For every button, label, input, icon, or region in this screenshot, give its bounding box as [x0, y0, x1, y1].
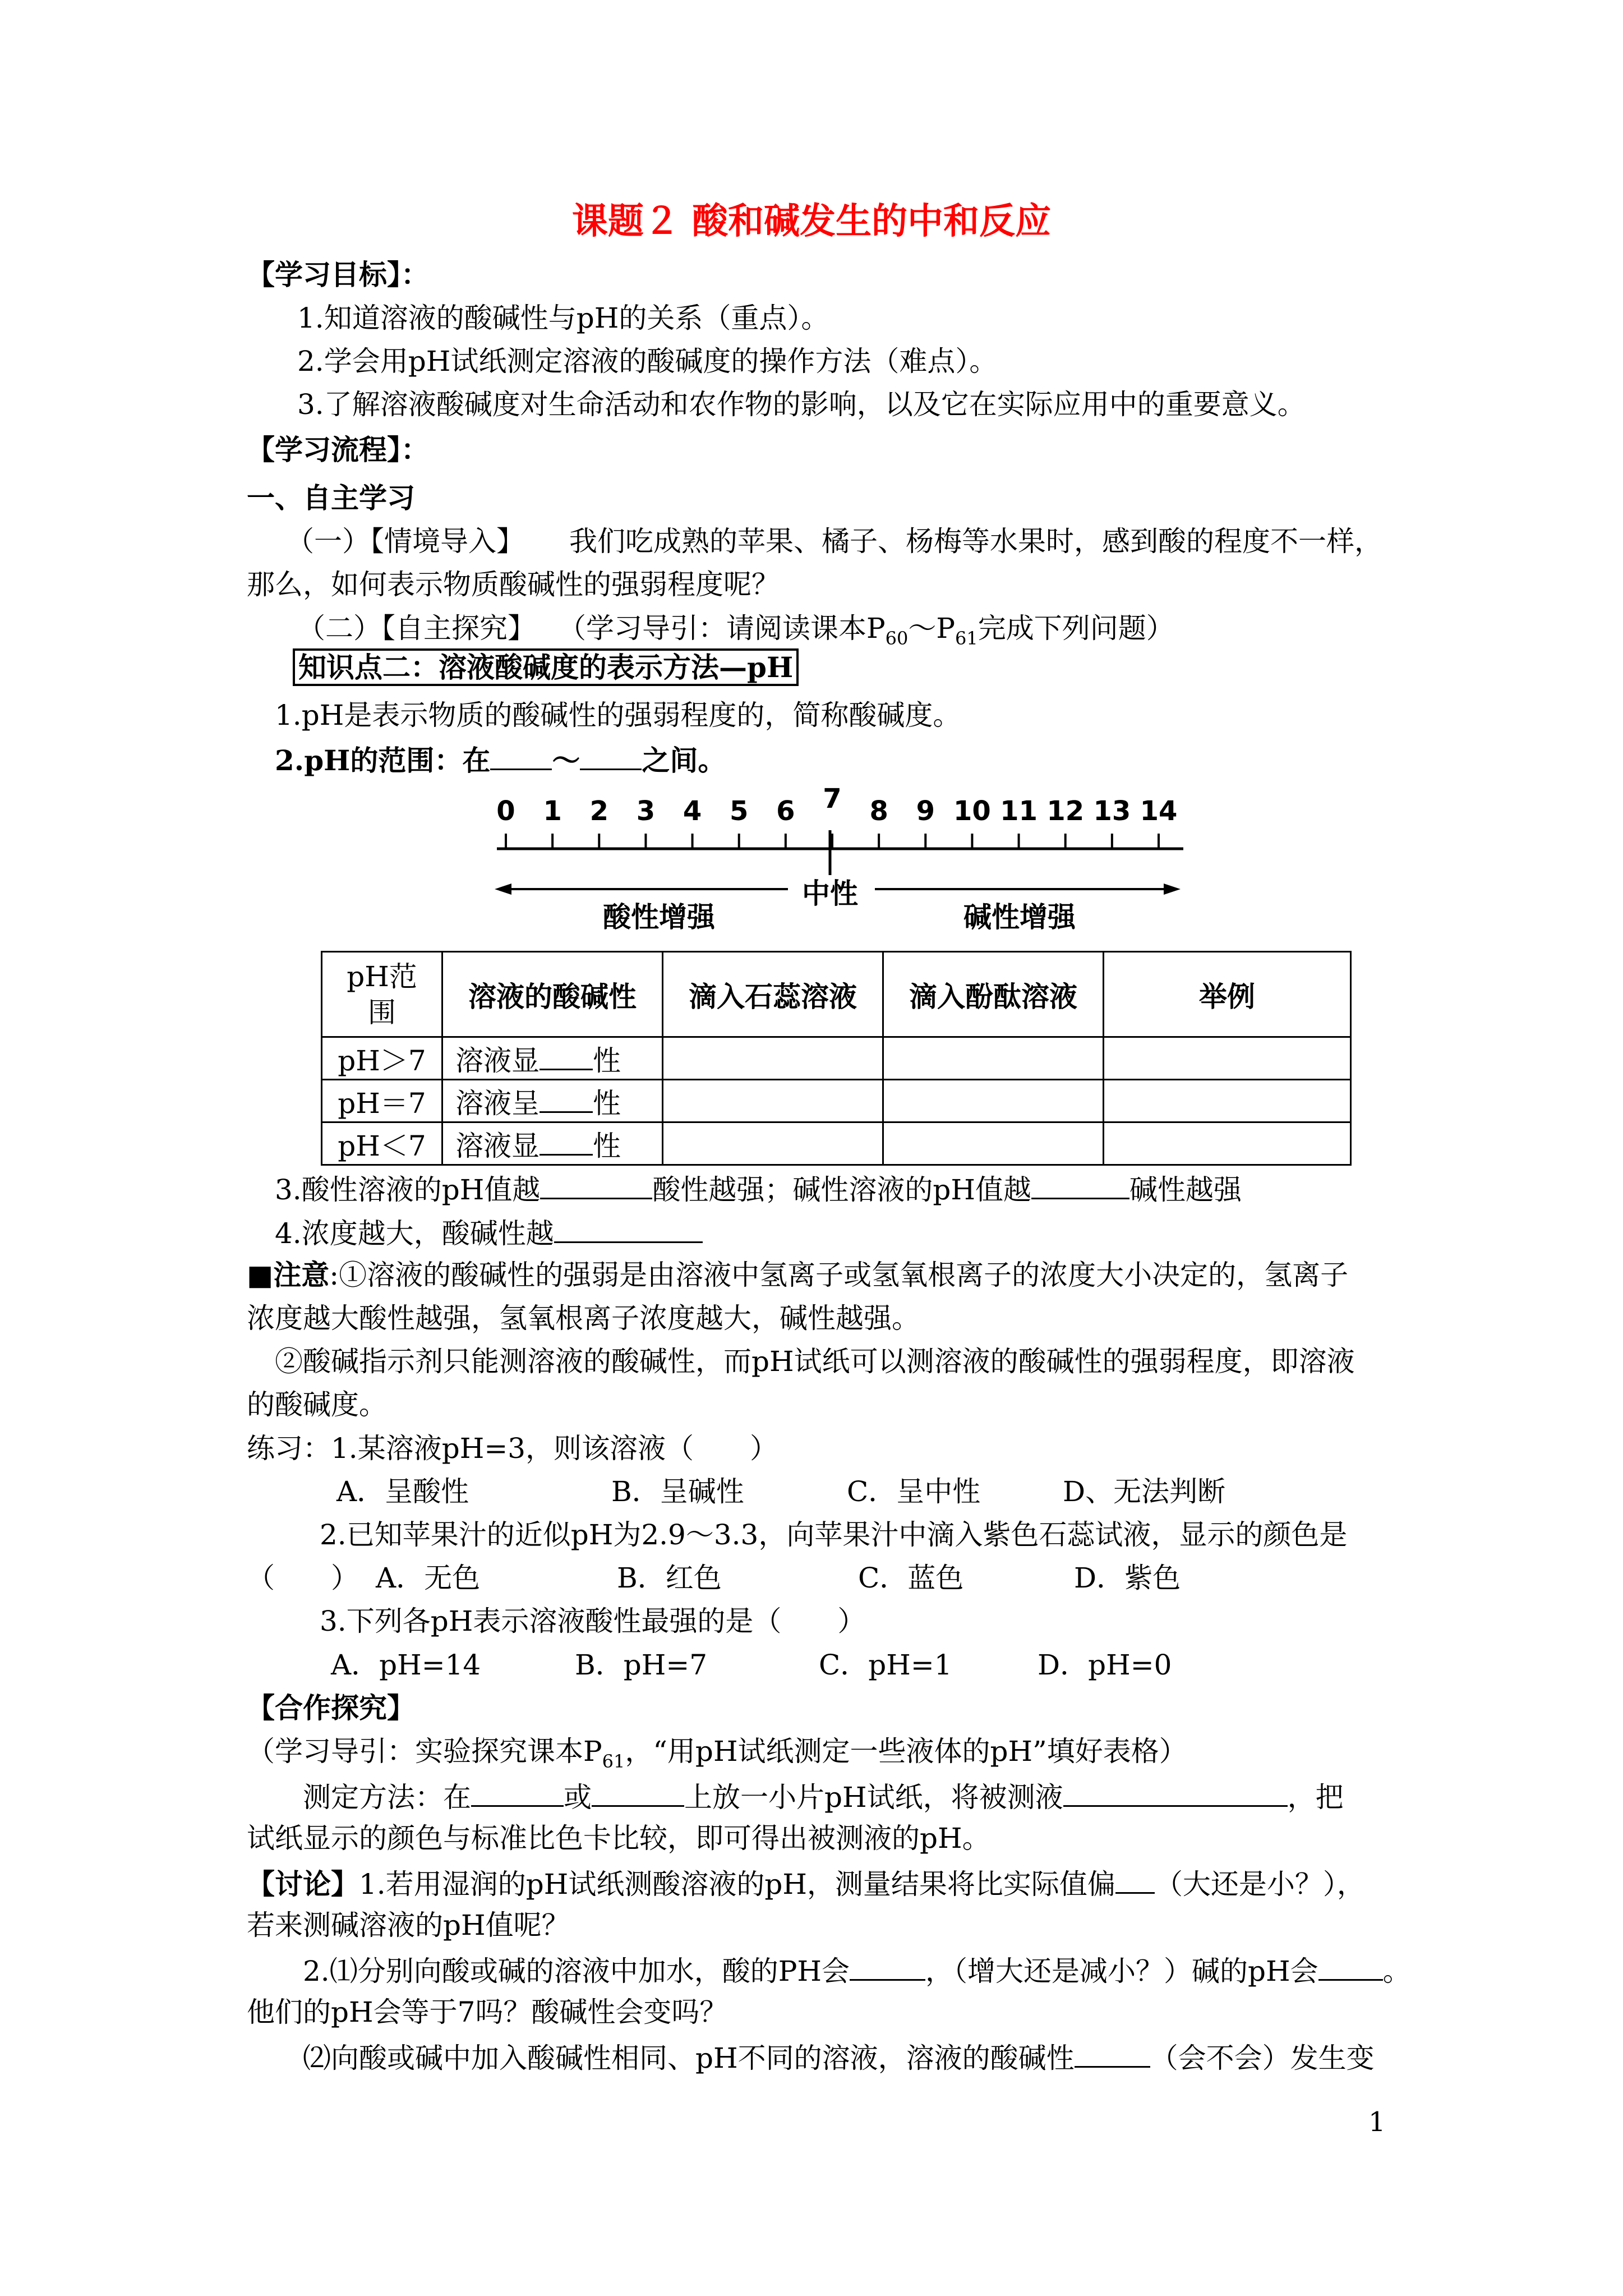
q3-text: 3.酸性溶液的pH值越 [275, 1174, 541, 1206]
scale-number-11: 11 [1000, 795, 1038, 827]
coop-guide-text: ，“用pH试纸测定一些液体的pH”填好表格） [625, 1735, 1187, 1768]
table-cell-range: pH＝7 [322, 1080, 442, 1122]
note-line-1 [247, 1258, 1348, 1292]
table-cell-input[interactable] [1104, 1037, 1351, 1080]
table-cell-input[interactable] [883, 1122, 1104, 1165]
goal-item: 3.了解溶液酸碱度对生命活动和农作物的影响，以及它在实际应用中的重要意义。 [297, 388, 1306, 421]
discuss-text: ，（增大还是减小？）碱的pH会 [925, 1955, 1318, 1987]
goal-item: 1.知道溶液的酸碱性与pH的关系（重点）。 [297, 302, 829, 334]
practice-q1-option-d[interactable]: D、无法判断 [1063, 1475, 1226, 1508]
practice-q3-option-a[interactable]: A．pH=14 [331, 1649, 481, 1681]
answer-blank[interactable] [471, 1778, 564, 1807]
practice-q3: 3.下列各pH表示溶液酸性最强的是（ ） [320, 1605, 866, 1637]
answer-blank[interactable] [580, 742, 642, 770]
ph-scale-diagram [482, 774, 1200, 942]
practice-q1-option-c[interactable]: C．呈中性 [847, 1475, 981, 1508]
scale-number-9: 9 [916, 795, 935, 827]
method-text: ，把 [1287, 1781, 1344, 1814]
table-cell-input[interactable] [663, 1080, 883, 1122]
scale-number-7: 7 [823, 783, 842, 815]
scale-number-0: 0 [496, 795, 515, 827]
discuss-line-3 [303, 1952, 1411, 1988]
table-cell-property: 溶液显 性 [442, 1037, 663, 1080]
process-heading: 【学习流程】： [247, 433, 429, 466]
practice-q3-option-d[interactable]: D．pH=0 [1038, 1649, 1172, 1681]
discuss-line-5 [303, 2039, 1375, 2075]
table-row [322, 1037, 1351, 1080]
table-header-cell: 举例 [1104, 952, 1351, 1037]
method-text: 或 [564, 1781, 592, 1814]
answer-blank[interactable] [592, 1778, 684, 1807]
table-cell-property: 溶液呈 性 [442, 1080, 663, 1122]
explore-guide: （学习导引：请阅读课本P [558, 612, 886, 645]
table-cell-input[interactable] [1104, 1122, 1351, 1165]
section-heading: 一、自主学习 [247, 481, 415, 514]
scale-number-10: 10 [953, 795, 991, 827]
page-title: 课题２ 酸和碱发生的中和反应 [571, 200, 1052, 242]
goals-heading: 【学习目标】： [247, 258, 429, 291]
table-cell-input[interactable] [883, 1037, 1104, 1080]
kp2-prefix: 2.pH的范围：在 [275, 744, 491, 777]
knowledge-point-title: 知识点二：溶液酸碱度的表示方法—pH [293, 648, 799, 686]
answer-blank[interactable] [554, 1214, 703, 1243]
q3-text: 碱性越强 [1129, 1174, 1242, 1206]
discuss-text: 1.若用湿润的pH试纸测酸溶液的pH，测量结果将比实际值偏 [359, 1868, 1115, 1901]
discuss-label: 【讨论】 [247, 1867, 359, 1901]
practice-q1-option-b[interactable]: B．呈碱性 [611, 1475, 744, 1508]
scale-number-13: 13 [1093, 795, 1131, 827]
discuss-text: 。 [1382, 1955, 1411, 1987]
table-header-row [322, 952, 1351, 1037]
method-text: 测定方法：在 [303, 1781, 471, 1814]
table-cell-input[interactable] [663, 1122, 883, 1165]
discuss-line-2: 若来测碱溶液的pH值呢？ [247, 1909, 570, 1941]
scale-number-4: 4 [683, 795, 702, 827]
explore-label: （二）【自主探究】 [297, 612, 536, 645]
answer-blank[interactable] [540, 1129, 593, 1156]
table-cell-input[interactable] [1104, 1080, 1351, 1122]
answer-blank[interactable] [1318, 1952, 1383, 1981]
answer-blank[interactable] [1031, 1171, 1129, 1199]
q4-text: 4.浓度越大，酸碱性越 [275, 1217, 554, 1250]
practice-q3-option-b[interactable]: B．pH=7 [575, 1649, 708, 1681]
kp-line-1: 1.pH是表示物质的酸碱性的强弱程度的，简称酸碱度。 [275, 699, 961, 731]
kp-line-2 [275, 742, 726, 777]
note-marker: ■注意 [247, 1258, 330, 1291]
kp2-suffix: 之间。 [642, 744, 726, 777]
page-subscript: 61 [602, 1751, 625, 1772]
discuss-line-1 [247, 1865, 1365, 1901]
q4-line [275, 1214, 703, 1250]
knowledge-point-box [293, 651, 799, 684]
base-arrow-head [1164, 884, 1181, 895]
coop-method-line-2: 试纸显示的颜色与标准比色卡比较，即可得出被测液的pH。 [247, 1822, 990, 1855]
discuss-text: （会不会）发生变 [1150, 2042, 1375, 2074]
discuss-text: ⑵向酸或碱中加入酸碱性相同、pH不同的溶液，溶液的酸碱性 [303, 2042, 1075, 2074]
ph-table [321, 951, 1352, 1166]
answer-blank[interactable] [1063, 1778, 1288, 1807]
page-subscript: 60 [885, 628, 909, 649]
scale-number-12: 12 [1046, 795, 1085, 827]
explore-guide: 完成下列问题） [978, 612, 1174, 645]
acid-arrow-head [495, 884, 511, 895]
answer-blank[interactable] [540, 1044, 593, 1070]
practice-q2-option-a[interactable]: A．无色 [376, 1562, 481, 1594]
note-line-3: ②酸碱指示剂只能测溶液的酸碱性，而pH试纸可以测溶液的酸碱性的强弱程度，即溶液 [275, 1345, 1355, 1378]
coop-guide [247, 1734, 1187, 1778]
scale-number-1: 1 [543, 795, 562, 827]
q3-text: 酸性越强；碱性溶液的pH值越 [652, 1174, 1031, 1206]
scale-ticks [506, 834, 1159, 849]
header-text: 围 [368, 996, 396, 1029]
page-number: 1 [1368, 2106, 1386, 2138]
page-subscript: 61 [955, 628, 978, 649]
note-text: :①溶液的酸碱性的强弱是由溶液中氢离子或氢氧根离子的浓度大小决定的，氢离子 [329, 1259, 1349, 1291]
discuss-text: （大还是小？）， [1154, 1868, 1365, 1901]
practice-q2-option-d[interactable]: D．紫色 [1074, 1562, 1181, 1594]
base-label: 碱性增强 [963, 901, 1076, 933]
practice-q3-option-c[interactable]: C．pH=1 [819, 1649, 952, 1681]
practice-q2-option-c[interactable]: C．蓝色 [858, 1562, 964, 1594]
intro-text-2: 那么，如何表示物质酸碱性的强弱程度呢？ [247, 568, 780, 601]
table-header-cell [322, 952, 442, 1037]
practice-q2-paren: （ ） [247, 1562, 359, 1594]
intro-text: 我们吃成熟的苹果、橘子、杨梅等水果时，感到酸的程度不一样， [569, 525, 1382, 558]
note-line-4: 的酸碱度。 [247, 1388, 387, 1421]
answer-blank[interactable] [1075, 2039, 1150, 2068]
practice-q2-option-b[interactable]: B．红色 [617, 1562, 722, 1594]
table-cell-property: 溶液显 性 [442, 1122, 663, 1165]
note-line-2: 浓度越大酸性越强，氢氧根离子浓度越大，碱性越强。 [247, 1302, 920, 1335]
practice-q1: 练习：1.某溶液pH=3，则该溶液（ ） [247, 1432, 778, 1465]
table-row [322, 1080, 1351, 1122]
scale-number-5: 5 [730, 795, 749, 827]
acid-label: 酸性增强 [603, 901, 715, 933]
table-cell-input[interactable] [883, 1080, 1104, 1122]
answer-blank[interactable] [850, 1952, 925, 1981]
kp2-mid: ～ [552, 744, 580, 777]
table-header-cell: 溶液的酸碱性 [442, 952, 663, 1037]
table-cell-range: pH＜7 [322, 1122, 442, 1165]
scale-number-2: 2 [589, 795, 608, 827]
practice-q1-option-a[interactable]: A．呈酸性 [336, 1475, 469, 1508]
answer-blank[interactable] [540, 1171, 652, 1199]
answer-blank[interactable] [1115, 1865, 1155, 1894]
scale-number-6: 6 [776, 795, 795, 827]
coop-method [303, 1778, 1344, 1814]
scale-number-8: 8 [869, 795, 888, 827]
practice-q2: 2.已知苹果汁的近似pH为2.9～3.3，向苹果汁中滴入紫色石蕊试液，显示的颜色是 [320, 1519, 1348, 1551]
scale-numbers [496, 783, 1177, 827]
discuss-text: 2.⑴分别向酸或碱的溶液中加水，酸的PH会 [303, 1955, 850, 1987]
intro-label: （一）【情境导入】 [286, 525, 524, 558]
explore-guide: ～P [908, 612, 956, 645]
header-text: pH范 [347, 960, 417, 993]
q3-line [275, 1171, 1242, 1207]
intro-paragraph [286, 524, 1382, 558]
neutral-label: 中性 [802, 877, 858, 910]
table-cell-range: pH＞7 [322, 1037, 442, 1080]
coop-heading: 【合作探究】 [247, 1691, 415, 1724]
table-header-cell: 滴入石蕊溶液 [663, 952, 883, 1037]
discuss-line-4: 他们的pH会等于7吗？酸碱性会变吗？ [247, 1996, 728, 2028]
scale-number-3: 3 [636, 795, 656, 827]
method-text: 上放一小片pH试纸，将被测液 [684, 1781, 1063, 1814]
table-header-cell: 滴入酚酞溶液 [883, 952, 1104, 1037]
answer-blank[interactable] [490, 742, 552, 770]
scale-number-14: 14 [1140, 795, 1178, 827]
table-cell-input[interactable] [663, 1037, 883, 1080]
table-row [322, 1122, 1351, 1165]
coop-guide-text: （学习导引：实验探究课本P [247, 1735, 602, 1768]
goal-item: 2.学会用pH试纸测定溶液的酸碱度的操作方法（难点）。 [297, 345, 998, 378]
answer-blank[interactable] [540, 1087, 593, 1113]
